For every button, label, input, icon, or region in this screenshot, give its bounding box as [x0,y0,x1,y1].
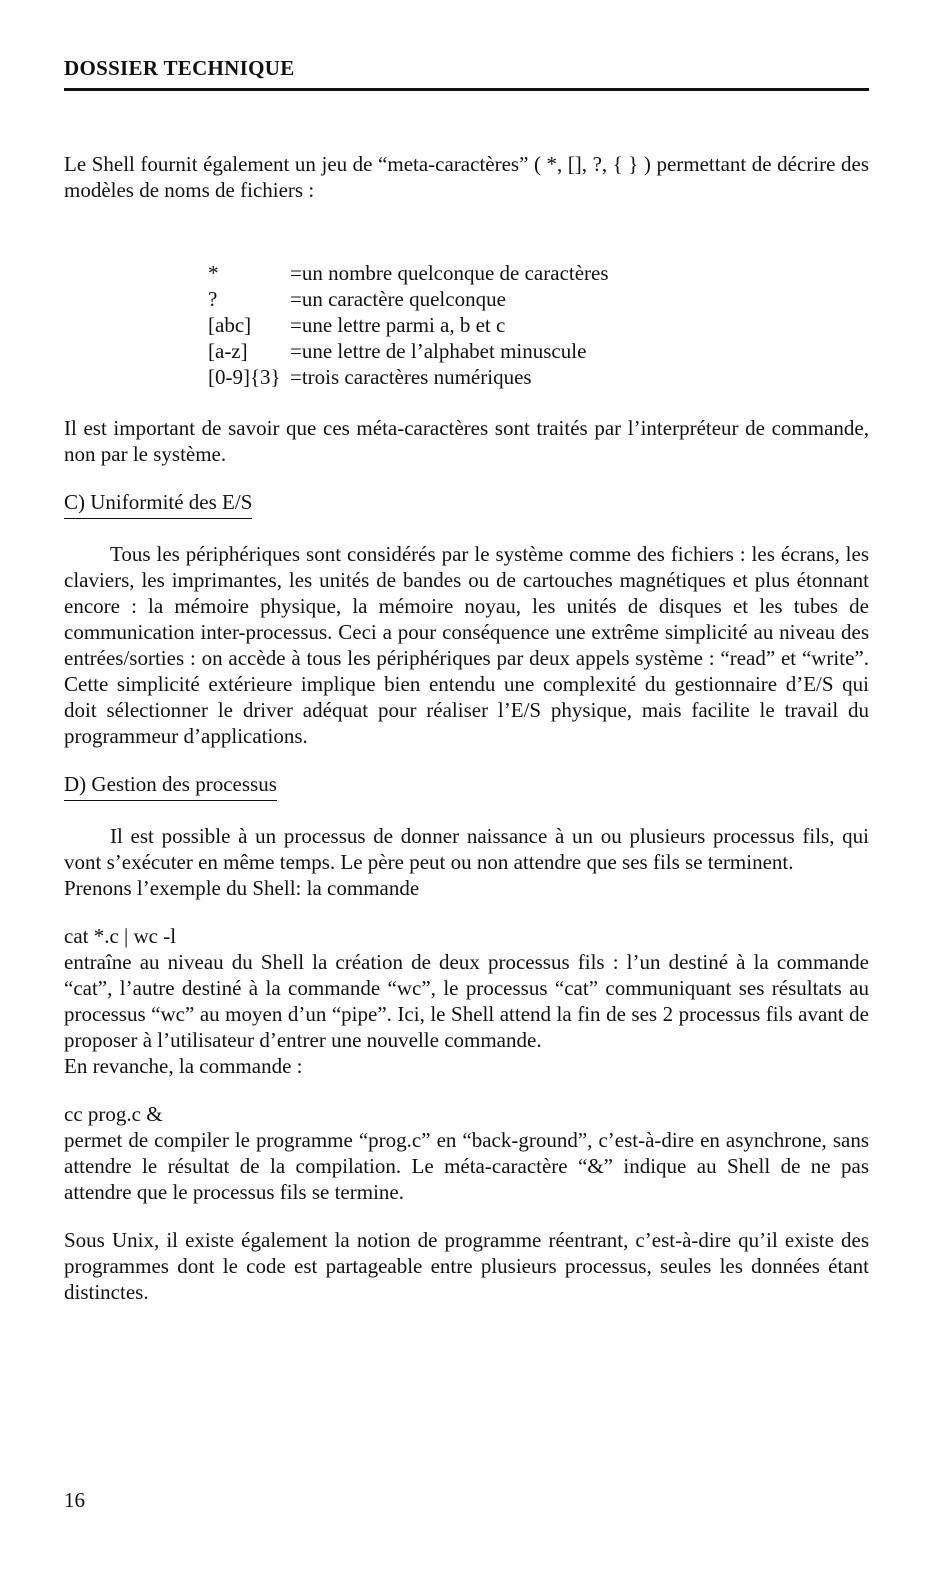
definition-text: =un nombre quelconque de caractères [290,261,609,285]
definition-row [208,286,869,312]
command-cat-wc: cat *.c | wc -l [64,924,177,948]
metacharacter-definitions [208,260,869,390]
definition-symbol: [abc] [208,313,252,337]
definition-text: =une lettre parmi a, b et c [290,313,506,337]
section-d-title: D) Gestion des processus [64,771,277,801]
important-note-paragraph: Il est important de savoir que ces méta-caractères sont traités par l’interpréteur de commande, non par le système. [64,416,869,466]
section-d-paragraph-3: permet de compiler le programme “prog.c” en “back-ground”, c’est-à-dire en asynchrone, sans attendre le résultat de la compilation. Le méta-caractère “&” indique au Shell de ne pas attendre que le processus fils se termine. [64,1128,869,1204]
command-cc-prog: cc prog.c & [64,1102,163,1126]
header-rule [64,88,869,91]
section-d-paragraph-4: Sous Unix, il existe également la notion de programme réentrant, c’est-à-dire qu’il existe des programmes dont le code est partageable entre plusieurs processus, seules les données étant distinctes. [64,1228,869,1304]
definition-symbol: ? [208,287,218,311]
section-d-heading-wrap [64,771,869,801]
section-d-paragraph-1: Il est possible à un processus de donner naissance à un ou plusieurs processus fils, qui vont s’exécuter en même temps. Le père peut ou non attendre que ses fils se terminent. [64,824,869,874]
definition-text: =trois caractères numériques [290,365,532,389]
document-page [64,0,869,1594]
section-c-paragraph: Tous les périphériques sont considérés par le système comme des fichiers : les écrans, les claviers, les imprimantes, les unités de bandes ou de cartouches magnétiques et plus étonnant encore : la mémoire physique, la mémoire noyau, les unités de disques et les tubes de communication inter-processus. Ceci a pour conséquence une extrême simplicité au niveau des entrées/sorties : on accède à tous les périphériques par deux appels système : “read” et “write”. Cette simplicité extérieure implique bien entendu une complexité du gestionnaire d’E/S qui doit sélectionner le driver adéquat pour réaliser l’E/S physique, mais facilite le travail du programmeur d’applications. [64,542,869,748]
definition-symbol: * [208,261,219,285]
section-d-paragraph-2: entraîne au niveau du Shell la création de deux processus fils : l’un destiné à la commande “cat”, l’autre destiné à la commande “wc”, le processus “cat” communiquant ses résultats au processus “wc” au moyen d’un “pipe”. Ici, le Shell attend la fin de ses 2 processus fils avant de proposer à l’utilisateur d’entrer une nouvelle commande. [64,950,869,1052]
definition-symbol: [a-z] [208,339,248,363]
page-body [64,151,869,1305]
running-header: DOSSIER TECHNIQUE [64,56,295,80]
section-d-example-intro: Prenons l’exemple du Shell: la commande [64,876,420,900]
section-c-title: C) Uniformité des E/S [64,489,252,519]
definition-row [208,312,869,338]
intro-paragraph: Le Shell fournit également un jeu de “meta-caractères” ( *, [], ?, { } ) permettant de décrire des modèles de noms de fichiers : [64,152,869,202]
definition-text: =une lettre de l’alphabet minuscule [290,339,587,363]
definition-symbol: [0-9]{3} [208,365,281,389]
definition-row [208,364,869,390]
definition-row [208,338,869,364]
section-c-heading-wrap [64,489,869,519]
section-d-in-contrast: En revanche, la commande : [64,1054,303,1078]
definition-text: =un caractère quelconque [290,287,506,311]
definition-row [208,260,869,286]
page-number: 16 [64,1488,85,1512]
